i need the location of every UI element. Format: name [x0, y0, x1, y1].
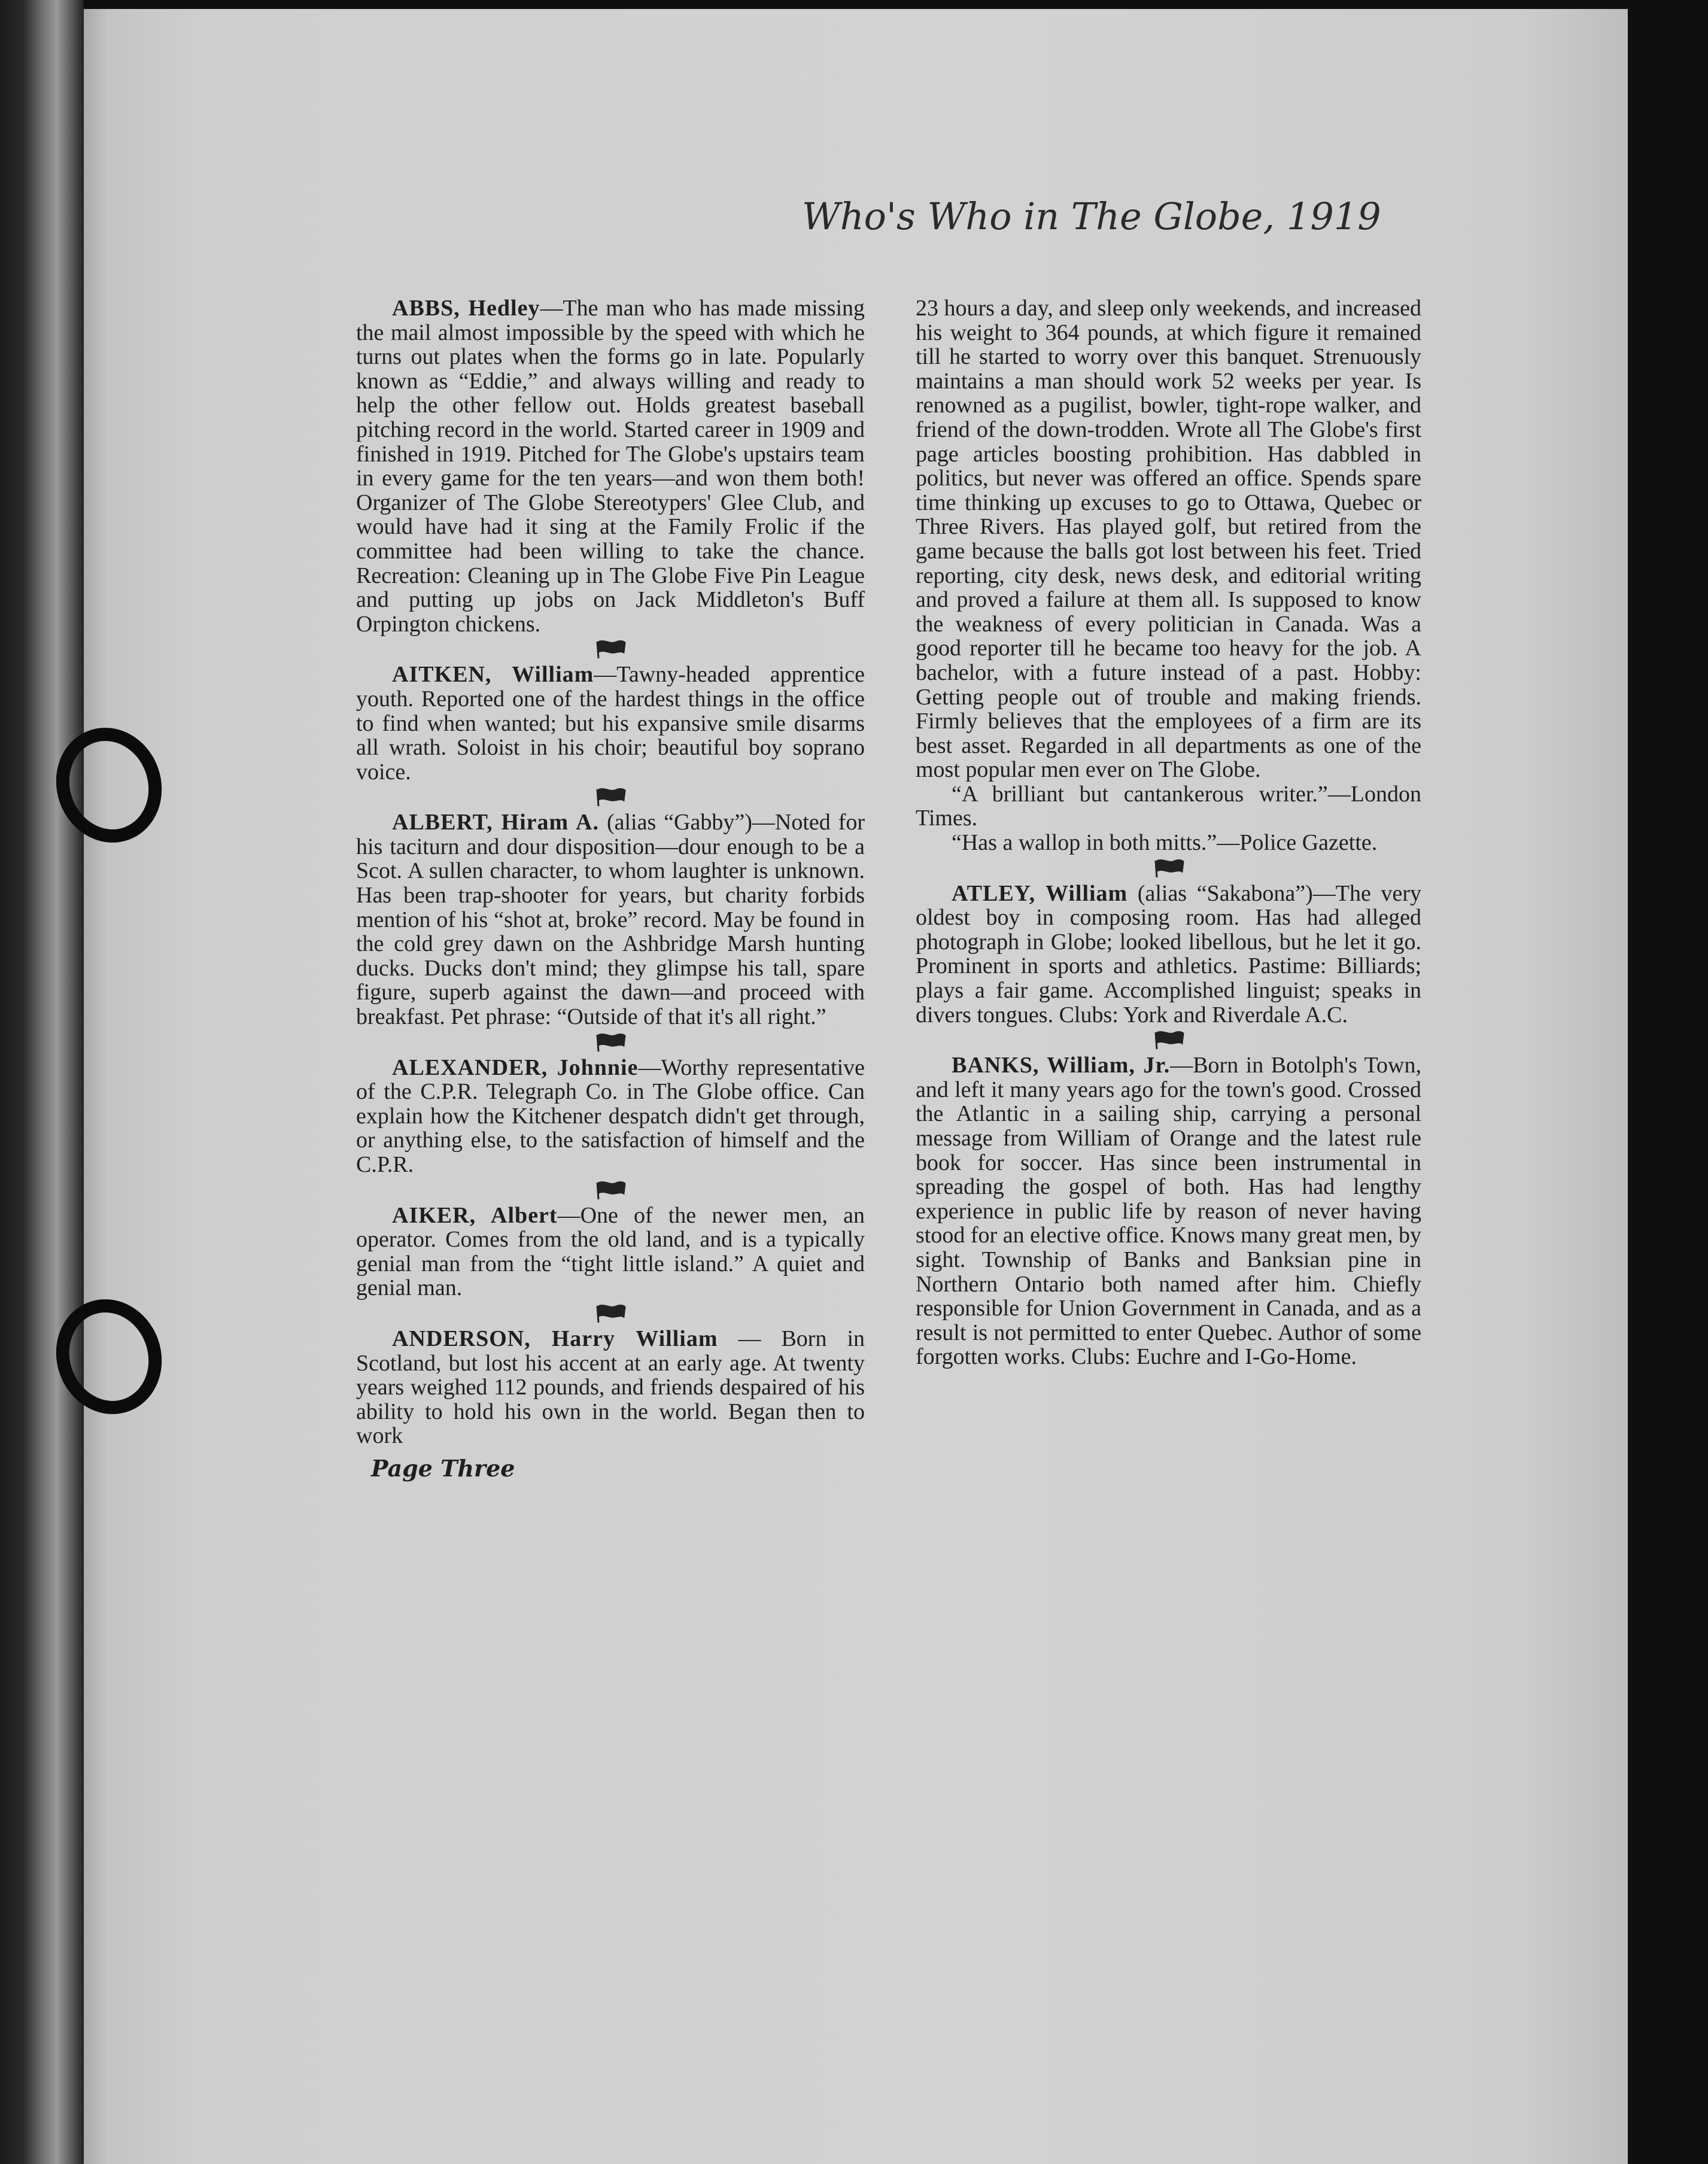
right-column — [916, 296, 1421, 1369]
entry-alexander — [356, 1056, 865, 1177]
entry-aiker — [356, 1203, 865, 1300]
left-column — [356, 296, 865, 1481]
entry-name: AITKEN, William — [392, 662, 594, 688]
entry-name: ANDERSON, Harry William — [392, 1326, 718, 1351]
flag-icon — [356, 1177, 865, 1203]
flag-icon — [916, 855, 1421, 882]
entry-name: AIKER, Albert — [392, 1202, 558, 1228]
press-quote: “Has a wallop in both mitts.”—Police Gazette. — [952, 830, 1378, 856]
entry-text: —The man who has made missing the mail almost impossible by the speed with which he turns out plates when the forms go in late. Popularly known as “Eddie,” and always willing and ready to help the other fellow out. Holds greatest baseball pitching record in the world. Started career in 1909 and finished in 1919. Pitched for The Globe's upstairs team in every game for the ten years—and won them both! Organizer of The Globe Stereotypers' Glee Club, and would have had it sing at the Family Frolic if the committee had been willing to take the chance. Recreation: Cleaning up in The Globe Five Pin League and putting up jobs on Jack Middleton's Buff Orpington chickens. — [356, 296, 865, 637]
flag-icon — [356, 1300, 865, 1327]
entry-name: ALBERT, Hiram A. — [392, 810, 599, 835]
entry-text: —Born in Botolph's Town, and left it many years ago for the town's good. Crossed the Atlantic in a sailing ship, carrying a personal message from William of Orange and the latest rule book for soccer. Has since been instrumental in spreading the gospel of both. Has had lengthy experience in public life by reason of never having stood for an elective office. Knows many great men, by sight. Township of Banks and Banksian pine in Northern Ontario both named after him. Chiefly responsible for Union Government in Canada, and as a result is not permitted to enter Quebec. Author of some forgotten works. Clubs: Euchre and I-Go-Home. — [916, 1053, 1422, 1370]
entry-text: — Born in Scotland, but lost his accent at an early age. At twenty years weighed 112 pounds, and friends despaired of his ability to hold his own in the world. Began then to work — [356, 1326, 865, 1449]
flag-icon — [916, 1027, 1421, 1053]
entry-text: —One of the newer men, an operator. Comes from the old land, and is a typically genial man from the “tight little island.” A quiet and genial man. — [356, 1202, 865, 1301]
entry-text: —Tawny-headed apprentice youth. Reported one of the hardest things in the office to find when wanted; but his expansive smile disarms all wrath. Soloist in his choir; beautiful boy soprano voice. — [356, 662, 865, 785]
book-binding-edge — [0, 0, 84, 2164]
entry-albert — [356, 810, 865, 1029]
entry-banks — [916, 1053, 1421, 1369]
entry-continuation: 23 hours a day, and sleep only weekends, and increased his weight to 364 pounds, at which figure it remained till he started to worry over this banquet. Strenuously maintains a man should work 52 weeks per year. Is renowned as a pugilist, bowler, tight-rope walker, and friend of the down-trodden. Wrote all The Globe's first page articles boosting prohibition. Has dabbled in politics, but never was offered an office. Spends spare time thinking up excuses to go to Ottawa, Quebec or Three Rivers. Has played golf, but retired from the game because the balls got lost between his feet. Tried reporting, city desk, news desk, and editorial writing and proved a failure at them all. Is supposed to know the weakness of every politician in Canada. Was a good reporter till he became too heavy for the job. A bachelor, with a future instead of a past. Hobby: Getting people out of trouble and making friends. Firmly believes that the employees of a firm are its best asset. Regarded in all departments as one of the most popular men ever on The Globe. — [916, 296, 1421, 783]
press-quote: “A brilliant but cantankerous writer.”—London Times. — [916, 781, 1421, 831]
entry-atley — [916, 882, 1421, 1028]
entry-name: ATLEY, William — [952, 880, 1128, 906]
entry-text: —Worthy representative of the C.P.R. Telegraph Co. in The Globe office. Can explain how the Kitchener despatch didn't get through, or anything else, to the satisfaction of himself and the C.P.R. — [356, 1054, 865, 1177]
entry-name: ABBS, Hedley — [392, 296, 540, 321]
entry-text: (alias “Gabby”)—Noted for his taciturn and dour disposition—dour enough to be a Scot. A sullen character, to whom laughter is unknown. Has been trap-shooter for years, but charity forbids mention of his “shot at, broke” record. May be found in the cold grey dawn on the Ashbridge Marsh hunting ducks. Ducks don't mind; they glimpse his tall, spare figure, superb against the dawn—and proceed with breakfast. Pet phrase: “Outside of that it's all right.” — [356, 810, 865, 1030]
entry-name: BANKS, William, Jr. — [952, 1053, 1171, 1078]
entry-name: ALEXANDER, Johnnie — [392, 1054, 639, 1080]
flag-icon — [356, 1029, 865, 1056]
page-title: Who's Who in The Globe, 1919 — [802, 194, 1381, 238]
entry-abbs — [356, 296, 865, 636]
entry-anderson — [356, 1327, 865, 1448]
flag-icon — [356, 784, 865, 810]
flag-icon — [356, 636, 865, 662]
entry-text: (alias “Sakabona”)—The very oldest boy in composing room. Has had alleged photograph in Globe; looked libellous, but he let it go. Prominent in sports and athletics. Pastime: Billiards; plays a fair game. Accomplished linguist; speaks in divers tongues. Clubs: York and Riverdale A.C. — [916, 880, 1421, 1028]
entry-aitken — [356, 662, 865, 784]
page-number: Page Three — [371, 1454, 515, 1482]
